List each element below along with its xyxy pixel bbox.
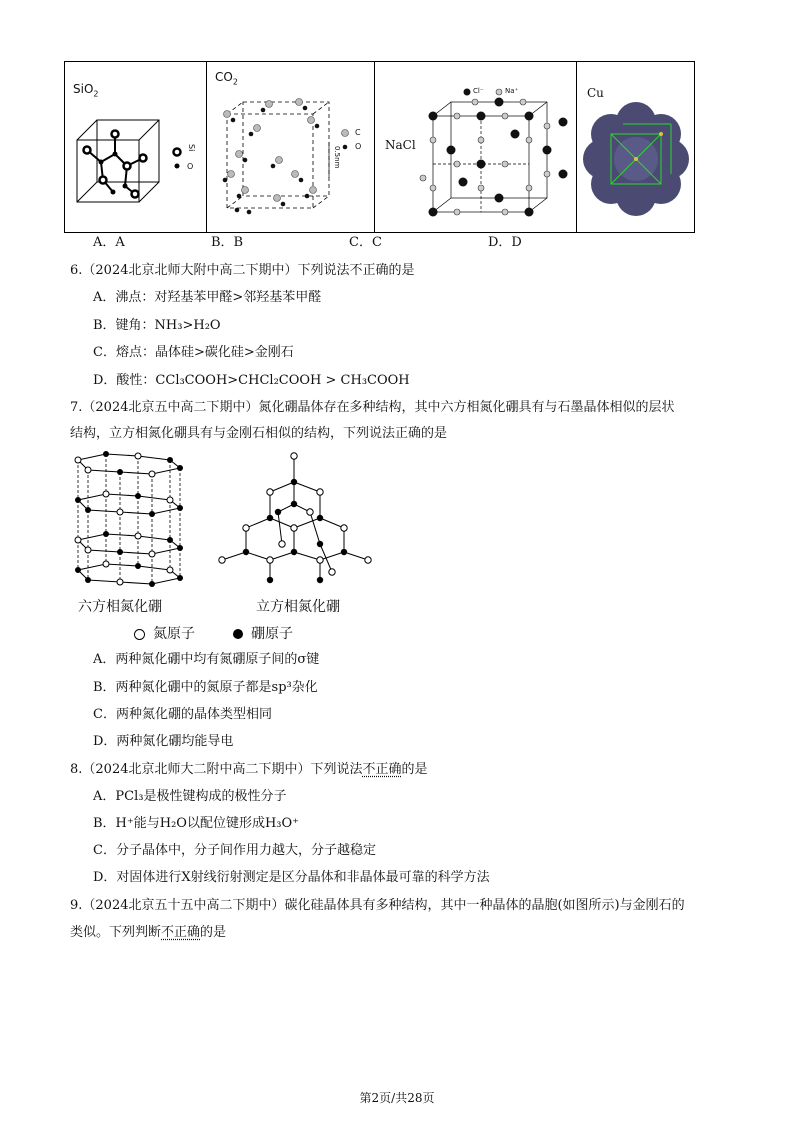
q6-option-d: D．酸性：CCl₃COOH>CHCl₂COOH > CH₃COOH xyxy=(93,373,410,388)
hexagonal-bn-structure-image xyxy=(68,448,188,588)
cu-structure-image xyxy=(577,62,695,232)
q8-option-d: D．对固体进行X射线衍射测定是区分晶体和非晶体最可靠的科学方法 xyxy=(93,870,490,885)
cubic-bn-structure-image xyxy=(212,448,382,588)
sio2-legend-si: Si xyxy=(187,144,196,152)
cell-a-label: SiO$_2$ xyxy=(73,82,99,99)
q8-option-b: B．H⁺能与H₂O以配位键形成H₃O⁺ xyxy=(93,816,300,831)
cubic-bn-caption: 立方相氮化硼 xyxy=(256,599,340,615)
q9-stem-line2: 类似。下列判断不正确的是 xyxy=(70,925,227,940)
co2-legend-o: O xyxy=(355,142,362,151)
q7-stem-line1: 7.（2024北京五中高二下期中）氮化硼晶体存在多种结构，其中六方相氮化硼具有与石墨晶体相似的层状 xyxy=(70,400,675,415)
filled-circle-icon xyxy=(233,629,243,639)
nitrogen-legend: 氮原子 xyxy=(134,623,195,643)
q7-option-a: A．两种氮化硼中均有氮硼原子间的σ键 xyxy=(93,652,320,667)
co2-legend-c: C xyxy=(355,128,361,137)
q7-option-c: C．两种氮化硼的晶体类型相同 xyxy=(93,707,272,722)
q7-option-d: D．两种氮化硼均能导电 xyxy=(93,734,234,749)
q8-stem: 8.（2024北京北师大二附中高二下期中）下列说法不正确的是 xyxy=(70,762,428,777)
q7-option-b: B．两种氮化硼中的氮原子都是sp³杂化 xyxy=(93,680,318,695)
q9-stem-line1: 9.（2024北京五十五中高二下期中）碳化硅晶体具有多种结构，其中一种晶体的晶胞(如图所示)与金刚石的 xyxy=(70,898,685,913)
page-footer: 第2页/共28页 xyxy=(359,1091,435,1105)
q7-stem-line2: 结构，立方相氮化硼具有与金刚石相似的结构，下列说法正确的是 xyxy=(70,426,448,441)
cell-c-label: NaCl xyxy=(385,138,416,152)
crystal-figure-table xyxy=(64,61,695,233)
q8-option-a: A．PCl₃是极性键构成的极性分子 xyxy=(93,789,287,804)
q5-option-a: A．A xyxy=(93,235,125,250)
q5-option-c: C．C xyxy=(349,235,382,250)
q6-option-a: A．沸点：对羟基苯甲醛>邻羟基苯甲醛 xyxy=(93,290,322,305)
boron-legend: 硼原子 xyxy=(233,623,293,643)
hex-bn-caption: 六方相氮化硼 xyxy=(78,599,162,615)
open-circle-icon xyxy=(134,629,145,640)
cell-b-label: $CO_2$ xyxy=(215,70,238,87)
q6-option-c: C．熔点：晶体硅>碳化硅>金刚石 xyxy=(93,345,294,360)
q5-option-d: D．D xyxy=(488,235,522,250)
q6-option-b: B．键角：NH₃>H₂O xyxy=(93,318,221,333)
sio2-structure-image xyxy=(65,62,206,232)
q8-emphasis: 不正确 xyxy=(362,762,402,777)
q5-option-b: B．B xyxy=(211,235,244,250)
q6-stem: 6.（2024北京北师大附中高二下期中）下列说法不正确的是 xyxy=(70,263,415,278)
q9-emphasis: 不正确 xyxy=(161,925,201,940)
nacl-legend-cl: Cl⁻ xyxy=(473,87,484,95)
sio2-legend-o: O xyxy=(187,162,194,171)
q8-option-c: C．分子晶体中，分子间作用力越大，分子越稳定 xyxy=(93,843,376,858)
co2-structure-image xyxy=(207,62,374,232)
cell-d-label: Cu xyxy=(587,86,604,100)
nacl-legend-na: Na⁺ xyxy=(505,87,519,95)
co2-dimension-label: 0.5nm xyxy=(333,146,341,169)
